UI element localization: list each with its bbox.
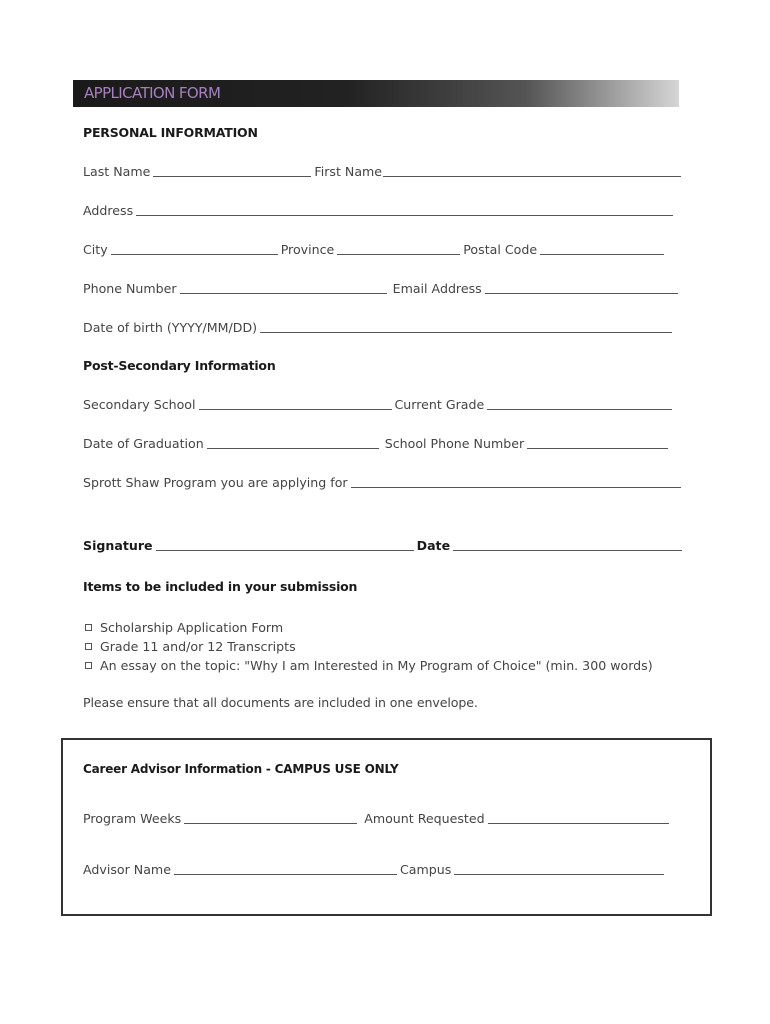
- amount-requested-field[interactable]: [488, 823, 669, 824]
- school-row: [83, 397, 675, 412]
- program-label: Sprott Shaw Program you are applying for: [83, 475, 348, 490]
- address-row: [83, 203, 676, 218]
- school-phone-field[interactable]: [527, 448, 668, 449]
- list-item: [85, 658, 653, 673]
- list-item: [85, 639, 296, 654]
- form-header-bar: [73, 80, 679, 107]
- campus-label: Campus: [399, 862, 452, 877]
- graduation-date-label: Date of Graduation: [83, 436, 204, 451]
- checkbox-icon: [85, 624, 92, 631]
- dob-label: Date of birth (YYYY/MM/DD): [83, 320, 258, 335]
- list-item-text: Grade 11 and/or 12 Transcripts: [100, 639, 296, 654]
- province-label: Province: [280, 242, 335, 257]
- form-title: APPLICATION FORM: [84, 84, 221, 102]
- secondary-school-label: Secondary School: [83, 397, 196, 412]
- envelope-note: Please ensure that all documents are included in one envelope.: [83, 695, 478, 710]
- signature-label: Signature: [83, 538, 153, 553]
- secondary-school-field[interactable]: [199, 409, 392, 410]
- checkbox-icon: [85, 643, 92, 650]
- campus-heading: Career Advisor Information - CAMPUS USE ONLY: [83, 762, 399, 776]
- city-row: [83, 242, 667, 257]
- date-label: Date: [416, 538, 451, 553]
- contact-row: [83, 281, 681, 296]
- name-row: [83, 164, 684, 179]
- campus-field[interactable]: [454, 874, 664, 875]
- checkbox-icon: [85, 662, 92, 669]
- program-row: [83, 475, 684, 490]
- postal-code-label: Postal Code: [463, 242, 538, 257]
- email-field[interactable]: [485, 293, 678, 294]
- address-label: Address: [83, 203, 134, 218]
- first-name-field[interactable]: [383, 176, 681, 177]
- current-grade-field[interactable]: [487, 409, 672, 410]
- last-name-field[interactable]: [153, 176, 311, 177]
- items-heading: Items to be included in your submission: [83, 579, 358, 594]
- advisor-name-field[interactable]: [174, 874, 397, 875]
- date-field[interactable]: [453, 550, 682, 551]
- school-phone-label: School Phone Number: [384, 436, 525, 451]
- email-label: Email Address: [392, 281, 482, 296]
- last-name-label: Last Name: [83, 164, 151, 179]
- graduation-row: [83, 436, 671, 451]
- personal-info-heading: PERSONAL INFORMATION: [83, 125, 258, 140]
- program-weeks-field[interactable]: [184, 823, 357, 824]
- city-field[interactable]: [111, 254, 278, 255]
- signature-field[interactable]: [156, 550, 414, 551]
- post-secondary-heading: Post-Secondary Information: [83, 358, 276, 373]
- current-grade-label: Current Grade: [394, 397, 485, 412]
- amount-requested-label: Amount Requested: [364, 811, 485, 826]
- province-field[interactable]: [337, 254, 460, 255]
- program-weeks-row: [83, 811, 672, 826]
- phone-label: Phone Number: [83, 281, 177, 296]
- advisor-row: [83, 862, 667, 877]
- dob-row: [83, 320, 675, 335]
- city-label: City: [83, 242, 108, 257]
- list-item-text: Scholarship Application Form: [100, 620, 284, 635]
- address-field[interactable]: [136, 215, 673, 216]
- list-item: [85, 620, 283, 635]
- graduation-date-field[interactable]: [207, 448, 379, 449]
- signature-row: [83, 538, 685, 553]
- program-weeks-label: Program Weeks: [83, 811, 182, 826]
- program-field[interactable]: [351, 487, 681, 488]
- first-name-label: First Name: [314, 164, 383, 179]
- advisor-name-label: Advisor Name: [83, 862, 171, 877]
- phone-field[interactable]: [180, 293, 387, 294]
- dob-field[interactable]: [260, 332, 672, 333]
- list-item-text: An essay on the topic: "Why I am Interested in My Program of Choice" (min. 300 words): [100, 658, 653, 673]
- postal-code-field[interactable]: [540, 254, 664, 255]
